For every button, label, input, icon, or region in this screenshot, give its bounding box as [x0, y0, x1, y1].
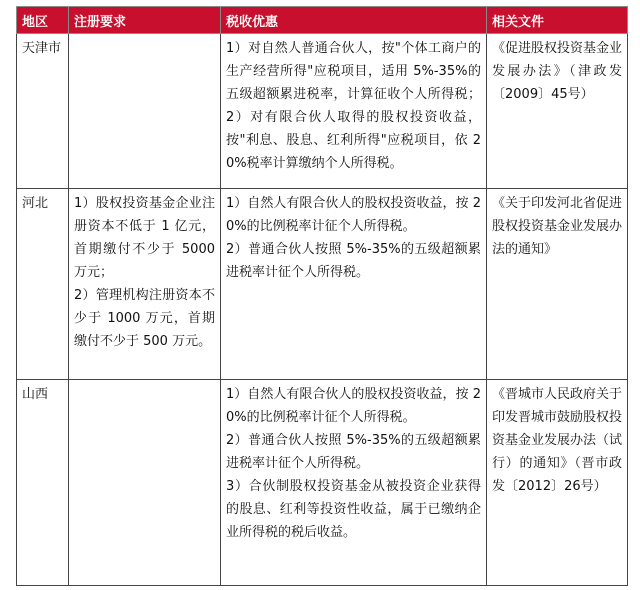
- docs-cell: 《促进股权投资基金业发展办法》（津政发〔2009〕45号）: [487, 34, 628, 189]
- tax-cell: [221, 380, 487, 586]
- table-row: [17, 189, 628, 380]
- docs-cell: 《晋城市人民政府关于印发晋城市鼓励股权投资基金业发展办法（试行）的通知》（晋市政发〔2012〕26号）: [487, 380, 628, 586]
- requirement-item: 1）股权投资基金企业注册资本不低于 1 亿元，首期缴付不少于 5000 万元；: [74, 196, 215, 280]
- policy-table: [16, 6, 628, 586]
- header-tax: 税收优惠: [221, 7, 487, 34]
- requirements-cell: [69, 380, 221, 586]
- tax-item: 3）合伙制股权投资基金从被投资企业获得的股息、红利等投资性收益，属于已缴纳企业所得税的税后收益。: [226, 479, 481, 540]
- tax-item: 2）普通合伙人按照 5%-35%的五级超额累进税率计征个人所得税。: [226, 433, 481, 471]
- requirement-item: 2）管理机构注册资本不少于 1000 万元，首期缴付不少于 500 万元。: [74, 288, 215, 349]
- region-cell: 天津市: [17, 34, 69, 189]
- tax-item: 1）自然人有限合伙人的股权投资收益，按 20%的比例税率计征个人所得税。: [226, 387, 481, 425]
- requirements-cell: [69, 189, 221, 380]
- tax-item: 1）对自然人普通合伙人，按"个体工商户的生产经营所得"应税项目，适用 5%-35%的五级超额累进税率，计算征收个人所得税；2）对有限合伙人取得的股权投资收益，按"利息、股息、红利所得"应税项目，依 20%税率计算缴纳个人所得税。: [226, 41, 481, 171]
- region-cell: 山西: [17, 380, 69, 586]
- tax-cell: [221, 189, 487, 380]
- table-row: [17, 34, 628, 189]
- table-row: [17, 380, 628, 586]
- header-region: 地区: [17, 7, 69, 34]
- tax-item: 1）自然人有限合伙人的股权投资收益，按 20%的比例税率计征个人所得税。: [226, 196, 481, 234]
- tax-cell: [221, 34, 487, 189]
- region-cell: 河北: [17, 189, 69, 380]
- header-docs: 相关文件: [487, 7, 628, 34]
- header-requirements: 注册要求: [69, 7, 221, 34]
- tax-item: 2）普通合伙人按照 5%-35%的五级超额累进税率计征个人所得税。: [226, 242, 481, 280]
- requirements-cell: [69, 34, 221, 189]
- header-row: [17, 7, 628, 34]
- docs-cell: 《关于印发河北省促进股权投资基金业发展办法的通知》: [487, 189, 628, 380]
